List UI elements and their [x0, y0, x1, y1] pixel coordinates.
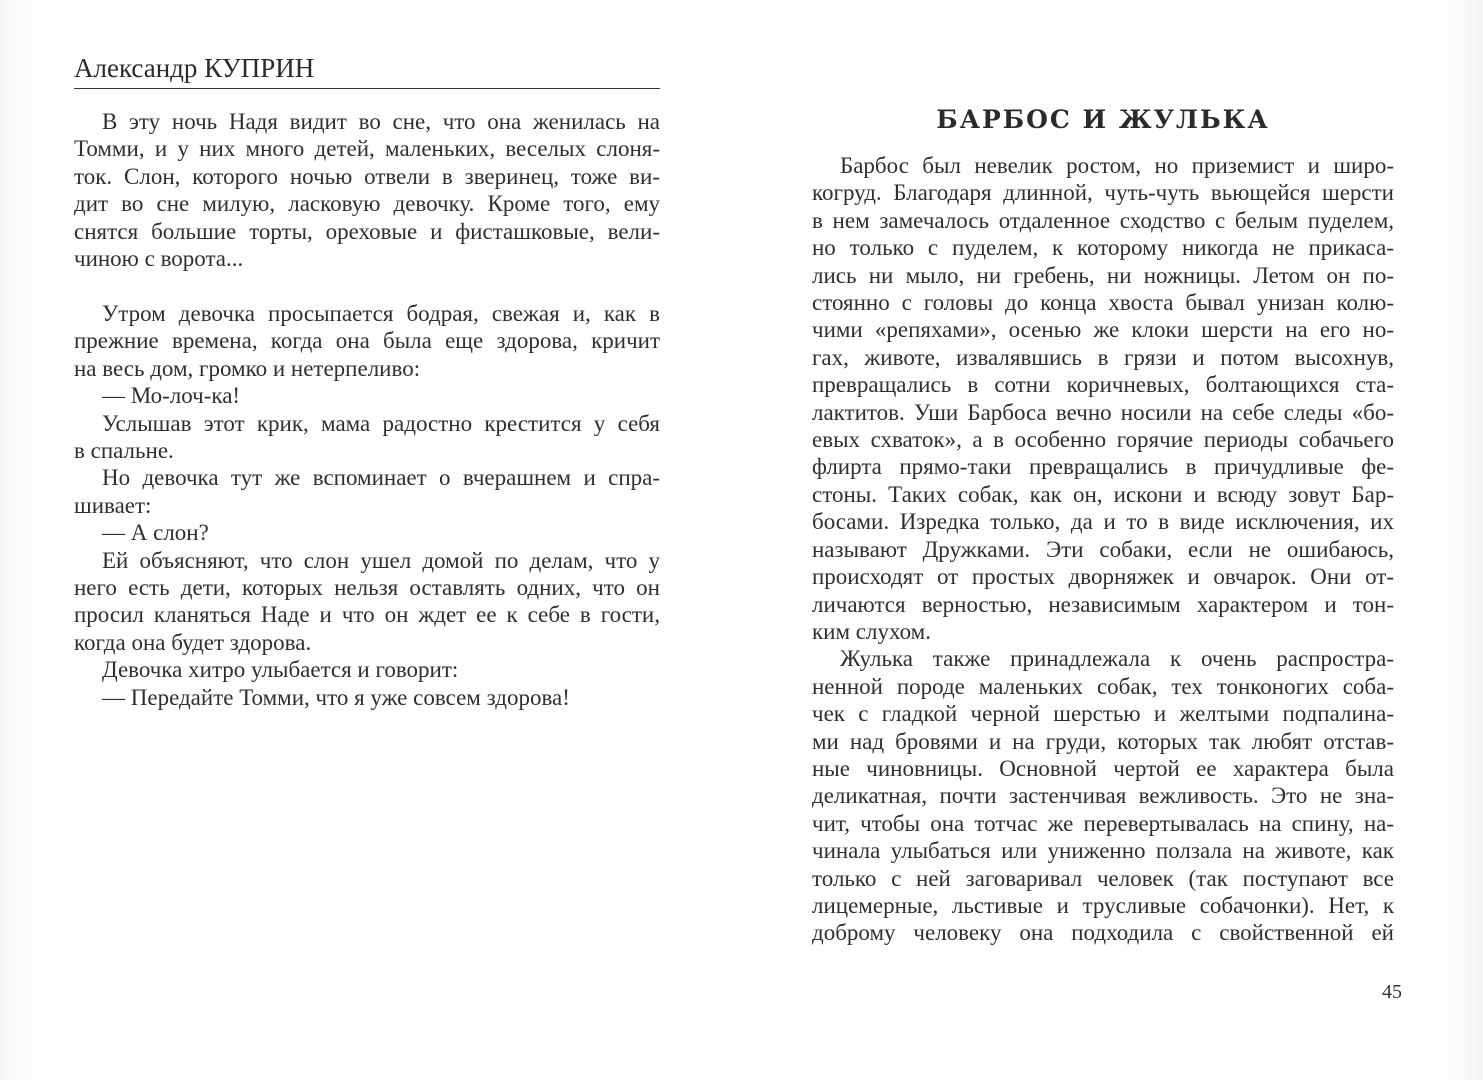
text-line: Ей объясняют, что слон ушел домой по делам, что у	[102, 547, 660, 573]
text-line: стоны. Таких собак, как он, искони и всюду зовут Бар-	[812, 481, 1394, 507]
text-line: него есть дети, которых нельзя оставлять одних, что он	[74, 575, 660, 601]
text-line: ким слухом.	[812, 618, 931, 644]
text-line: просил кланяться Наде и что он ждет ее к себе в гости,	[74, 602, 660, 628]
text-line: только с ней заговаривал человек (так поступают все	[812, 865, 1394, 891]
text-line: — А слон?	[102, 520, 209, 546]
text-line: Но девочка тут же вспоминает о вчерашнем и спра-	[102, 465, 660, 491]
text-line: превращались в сотни коричневых, болтающихся ста-	[812, 372, 1394, 398]
text-line: ненной породе маленьких собак, тех тонконогих соба-	[812, 673, 1394, 699]
text-line: шивает:	[74, 492, 152, 518]
text-line: чиною с ворота...	[74, 246, 244, 272]
text-line: босами. Изредка только, да и то в виде исключения, их	[812, 509, 1394, 535]
text-line: чинала улыбаться или униженно ползала на животе, как	[812, 838, 1394, 864]
text-line: евых схваток», а в особенно горячие периоды собачьего	[812, 427, 1394, 453]
text-line: Жулька также принадлежала к очень распростра-	[840, 646, 1394, 672]
text-line: но только с пуделем, к которому никогда не прикаса-	[812, 235, 1394, 261]
text-line: гах, животе, извалявшись в грязи и потом высохнув,	[812, 344, 1394, 370]
text-line: доброму человеку она подходила с свойственной ей	[812, 920, 1394, 946]
chapter-title: БАРБОС И ЖУЛЬКА	[936, 105, 1270, 134]
text-line: чит, чтобы она тотчас же перевертывалась на спину, на-	[812, 810, 1394, 836]
text-line: — Мо-лоч-ка!	[102, 383, 241, 409]
text-line: Барбос был невелик ростом, но приземист и широ-	[840, 153, 1394, 178]
text-line: Девочка хитро улыбается и говорит:	[102, 657, 459, 683]
text-line: чими «репяхами», осенью же клоки шерсти на его но-	[812, 317, 1394, 343]
text-line: когда она будет здорова.	[74, 629, 312, 655]
text-line: лактитов. Уши Барбоса вечно носили на себе следы «бо-	[812, 399, 1394, 425]
text-line: Томми, и у них много детей, маленьких, веселых слоня-	[74, 136, 660, 162]
text-line: В эту ночь Надя видит во сне, что она женилась на	[102, 109, 660, 134]
text-line: снятся большие торты, ореховые и фисташковые, вели-	[74, 218, 660, 244]
text-line: флирта прямо-таки превращались в причудливые фе-	[812, 454, 1394, 480]
left-text-block-1	[74, 108, 660, 272]
text-line: Утром девочка просыпается бодрая, свежая и, как в	[102, 301, 660, 326]
text-line: на весь дом, громко и нетерпеливо:	[74, 355, 421, 381]
text-line: лицемерные, льстивые и трусливые собачонки). Нет, к	[812, 892, 1394, 918]
text-line: Услышав этот крик, мама радостно крестится у себя	[102, 410, 660, 436]
text-line: в нем замечалось отдаленное сходство с белым пуделем,	[812, 207, 1394, 233]
text-line: ми над бровями и на груди, которых так любят отстав-	[812, 728, 1394, 754]
right-text-block	[812, 152, 1394, 947]
page-number: 45	[1382, 981, 1402, 1003]
text-line: когруд. Благодаря длинной, чуть-чуть вьющейся шерсти	[812, 180, 1394, 206]
text-line: — Передайте Томми, что я уже совсем здорова!	[102, 684, 570, 710]
text-line: ток. Слон, которого ночью отвели в зверинец, тоже ви-	[74, 163, 660, 189]
text-line: личаются верностью, независимым характером и тон-	[812, 591, 1394, 617]
text-line: прежние времена, когда она была еще здорова, кричит	[74, 328, 660, 354]
text-line: называют Дружками. Эти собаки, если не ошибаюсь,	[812, 536, 1394, 562]
text-line: деликатная, почти застенчивая вежливость. Это не зна-	[812, 783, 1394, 809]
text-line: происходят от простых дворняжек и овчарок. Они от-	[812, 564, 1394, 590]
text-line: чек с гладкой черной шерстью и желтыми подпалина-	[812, 701, 1394, 727]
text-line: стоянно с головы до конца хвоста бывал унизан колю-	[812, 290, 1394, 316]
left-text-block-2	[74, 300, 660, 711]
running-head: Александр КУПРИН	[74, 53, 315, 83]
text-line: ные чиновницы. Основной чертой ее характера была	[812, 755, 1394, 781]
text-line: лись ни мыло, ни гребень, ни ножницы. Летом он по-	[812, 262, 1394, 288]
text-line: дит во сне милую, ласковую девочку. Кроме того, ему	[74, 191, 660, 217]
running-head-rule	[74, 88, 660, 89]
text-line: в спальне.	[74, 438, 174, 464]
